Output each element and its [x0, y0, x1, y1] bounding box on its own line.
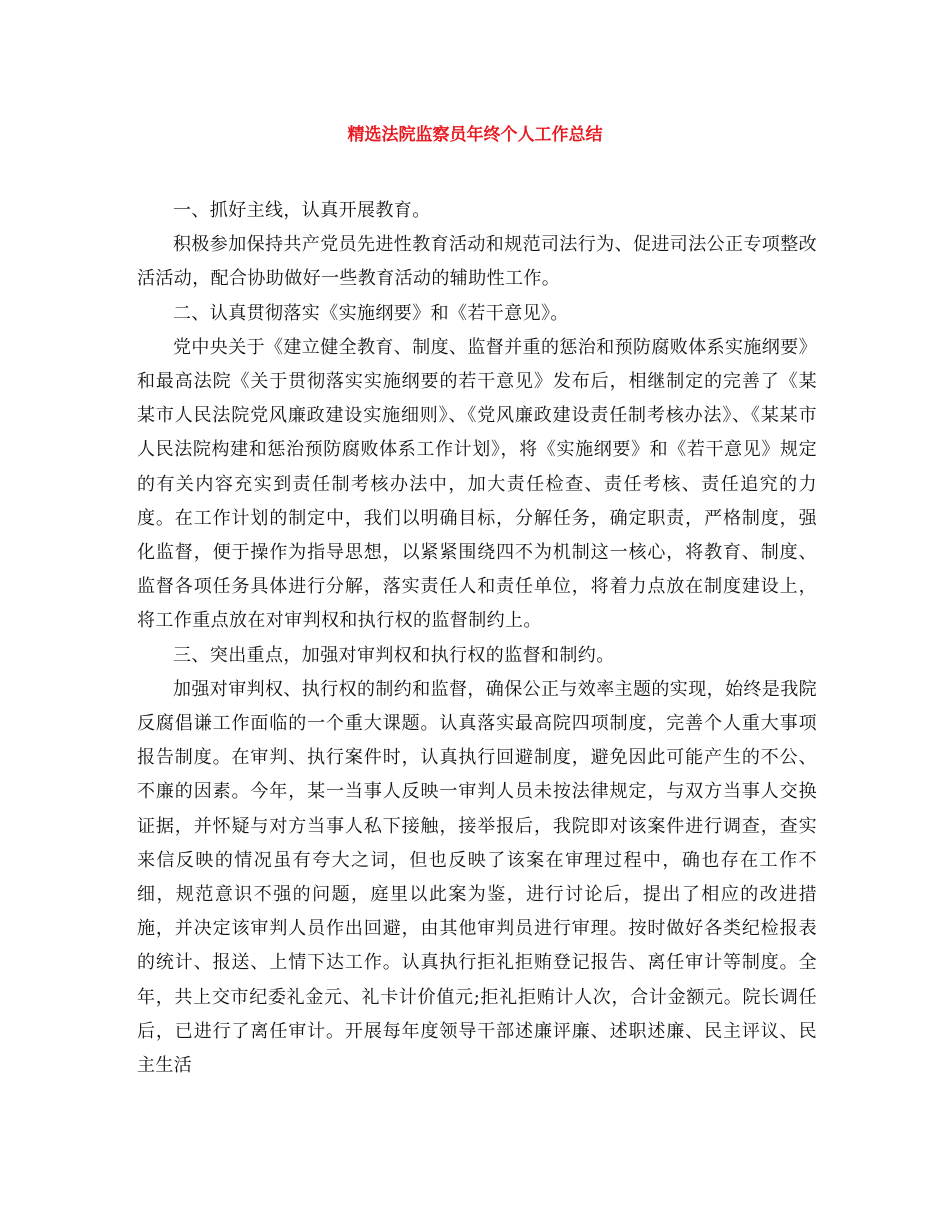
section-heading-1: 一、抓好主线，认真开展教育。	[173, 200, 431, 221]
body-paragraph-2: 党中央关于《建立健全教育、制度、监督并重的惩治和预防腐败体系实施纲要》和最高法院《关于贯彻落实实施纲要的若干意见》发布后，相继制定的完善了《某某市人民法院党风廉政建设实施细则》、《党风廉政建设责任制考核办法》、《某某市人民法院构建和惩治预防腐败体系工作计划》，将《实施纲要》和《若干意见》规定的有关内容充实到责任制考核办法中，加大责任检查、责任考核、责任追究的力度。在工作计划的制定中，我们以明确目标，分解任务，确定职责，严格制度，强化监督，便于操作为指导思想，以紧紧围绕四不为机制这一核心，将教育、制度、监督各项任务具体进行分解，落实责任人和责任单位，将着力点放在制度建设上，将工作重点放在对审判权和执行权的监督制约上。	[137, 336, 817, 632]
section-heading-3: 三、突出重点，加强对审判权和执行权的监督和制约。	[173, 644, 615, 666]
body-paragraph-3: 加强对审判权、执行权的制约和监督，确保公正与效率主题的实现，始终是我院反腐倡谦工作面临的一个重大课题。认真落实最高院四项制度，完善个人重大事项报告制度。在审判、执行案件时，认真执行回避制度，避免因此可能产生的不公、不廉的因素。今年，某一当事人反映一审判人员未按法律规定，与双方当事人交换证据，并怀疑与对方当事人私下接触，接举报后，我院即对该案件进行调查，查实来信反映的情况虽有夸大之词，但也反映了该案在审理过程中，确也存在工作不细，规范意识不强的问题，庭里以此案为鉴，进行讨论后，提出了相应的改进措施，并决定该审判人员作出回避，由其他审判员进行审理。按时做好各类纪检报表的统计、报送、上情下达工作。认真执行拒礼拒贿登记报告、离任审计等制度。全年，共上交市纪委礼金元、礼卡计价值元;拒礼拒贿计人次，合计金额元。院长调任后，已进行了离任审计。开展每年度领导干部述廉评廉、述职述廉、民主评议、民主生活	[137, 678, 817, 1077]
section-heading-2: 二、认真贯彻落实《实施纲要》和《若干意见》。	[173, 302, 569, 324]
document-title: 精选法院监察员年终个人工作总结	[347, 125, 603, 145]
body-paragraph-1: 积极参加保持共产党员先进性教育活动和规范司法行为、促进司法公正专项整改活活动，配合协助做好一些教育活动的辅助性工作。	[137, 234, 817, 290]
document-body	[137, 194, 817, 1083]
